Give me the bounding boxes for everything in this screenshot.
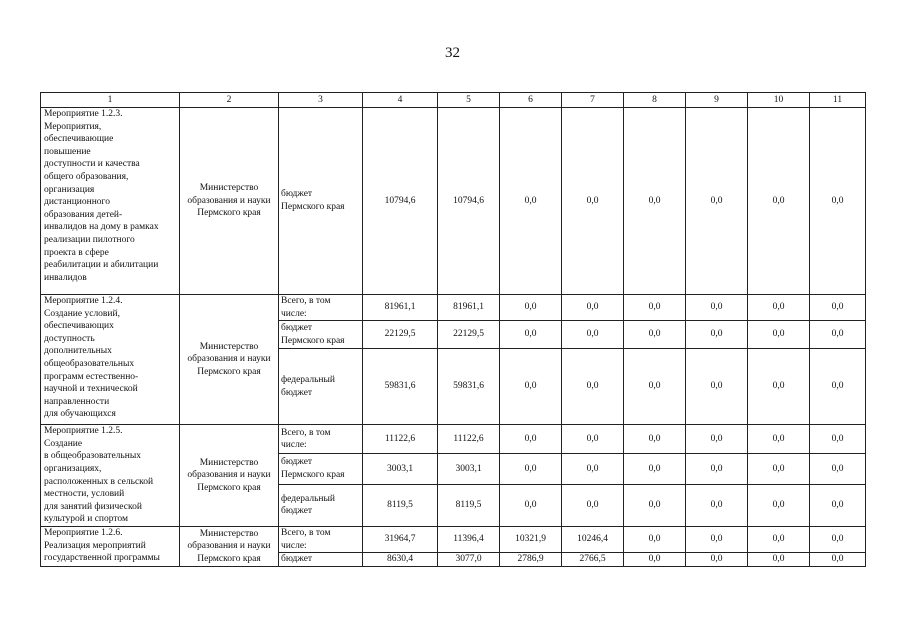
funding-source-cell xyxy=(279,425,363,454)
amount-cell: 0,0 xyxy=(810,526,866,552)
amount-cell: 0,0 xyxy=(810,484,866,526)
amount-cell: 0,0 xyxy=(624,484,686,526)
text-line: Реализация мероприятий xyxy=(44,540,146,551)
text-line: федеральный xyxy=(281,493,335,504)
amount-cell: 0,0 xyxy=(686,295,748,321)
text-line: числе: xyxy=(281,308,307,319)
text-line: дистанционного xyxy=(44,197,110,208)
activity-cell xyxy=(41,108,180,295)
text-line: общеобразовательных xyxy=(44,358,135,369)
amount-cell: 22129,5 xyxy=(363,321,438,349)
amount-cell: 0,0 xyxy=(500,295,562,321)
amount-cell: 0,0 xyxy=(748,484,810,526)
text-line: обеспечивающих xyxy=(44,321,114,332)
budget-table xyxy=(40,92,866,567)
amount-cell: 0,0 xyxy=(624,553,686,567)
amount-cell: 0,0 xyxy=(748,526,810,552)
amount-cell: 0,0 xyxy=(810,454,866,485)
text-line: бюджет xyxy=(281,457,313,468)
table-body xyxy=(41,93,866,567)
amount-cell: 0,0 xyxy=(500,349,562,425)
text-line: для обучающихся xyxy=(44,409,116,420)
text-line: организация xyxy=(44,184,95,195)
funding-source-cell xyxy=(279,349,363,425)
amount-cell: 0,0 xyxy=(686,321,748,349)
amount-cell: 22129,5 xyxy=(438,321,500,349)
text-line: Пермского края xyxy=(197,482,261,493)
amount-cell: 11396,4 xyxy=(438,526,500,552)
amount-cell: 0,0 xyxy=(624,526,686,552)
text-line: государственной программы xyxy=(44,553,160,564)
funding-source-cell xyxy=(279,526,363,552)
amount-cell: 0,0 xyxy=(562,425,624,454)
page-number: 32 xyxy=(445,45,460,61)
amount-cell: 0,0 xyxy=(686,454,748,485)
text-line: повышение xyxy=(44,146,91,157)
amount-cell: 0,0 xyxy=(686,526,748,552)
amount-cell: 0,0 xyxy=(686,108,748,295)
table-row xyxy=(41,108,866,295)
amount-cell: 10794,6 xyxy=(363,108,438,295)
text-line: научной и технической xyxy=(44,384,138,395)
text-line: доступность xyxy=(44,333,95,344)
text-line: расположенных в сельской xyxy=(44,476,154,487)
amount-cell: 11122,6 xyxy=(438,425,500,454)
amount-cell: 0,0 xyxy=(562,484,624,526)
text-line: Министерство xyxy=(199,341,259,352)
text-line: образования и науки xyxy=(187,354,271,365)
amount-cell: 0,0 xyxy=(624,295,686,321)
text-line: Мероприятие 1.2.6. xyxy=(44,527,123,538)
amount-cell: 59831,6 xyxy=(438,349,500,425)
text-line: организациях, xyxy=(44,463,102,474)
text-line: Мероприятие 1.2.3. xyxy=(44,109,123,119)
text-line: Министерство xyxy=(199,183,259,194)
executor-cell xyxy=(180,526,279,566)
amount-cell: 0,0 xyxy=(810,349,866,425)
column-number-cell: 5 xyxy=(438,93,500,108)
text-line: для занятий физической xyxy=(44,501,142,512)
funding-source-cell xyxy=(279,295,363,321)
text-line: бюджет xyxy=(281,189,313,200)
funding-source-cell xyxy=(279,484,363,526)
amount-cell: 0,0 xyxy=(624,425,686,454)
amount-cell: 0,0 xyxy=(686,553,748,567)
text-line: реализации пилотного xyxy=(44,234,135,245)
column-number-row xyxy=(41,93,866,108)
amount-cell: 0,0 xyxy=(748,108,810,295)
amount-cell: 8119,5 xyxy=(363,484,438,526)
text-line: местности, условий xyxy=(44,489,125,500)
amount-cell: 0,0 xyxy=(810,425,866,454)
amount-cell: 81961,1 xyxy=(363,295,438,321)
amount-cell: 59831,6 xyxy=(363,349,438,425)
text-line: проекта в сфере xyxy=(44,247,109,258)
text-line: бюджет xyxy=(281,323,313,334)
text-line: федеральный xyxy=(281,375,335,386)
text-line: Министерство xyxy=(199,528,259,539)
amount-cell: 0,0 xyxy=(686,349,748,425)
amount-cell: 0,0 xyxy=(810,553,866,567)
text-line: культурой и спортом xyxy=(44,514,129,525)
amount-cell: 0,0 xyxy=(810,108,866,295)
amount-cell: 0,0 xyxy=(748,425,810,454)
column-number-cell: 9 xyxy=(686,93,748,108)
column-number-cell: 7 xyxy=(562,93,624,108)
column-number-cell: 11 xyxy=(810,93,866,108)
amount-cell: 2766,5 xyxy=(562,553,624,567)
text-line: Мероприятие 1.2.4. xyxy=(44,296,123,306)
text-line: Пермского края xyxy=(197,366,261,377)
amount-cell: 0,0 xyxy=(562,295,624,321)
amount-cell: 0,0 xyxy=(562,321,624,349)
executor-cell xyxy=(180,295,279,425)
funding-source-cell xyxy=(279,321,363,349)
amount-cell: 0,0 xyxy=(748,295,810,321)
text-line: образования и науки xyxy=(187,195,271,206)
funding-source-cell xyxy=(279,553,363,567)
amount-cell: 0,0 xyxy=(748,349,810,425)
amount-cell: 0,0 xyxy=(748,553,810,567)
text-line: Создание условий, xyxy=(44,308,120,319)
text-line: реабилитации и абилитации xyxy=(44,260,159,271)
text-line: Мероприятие 1.2.5. xyxy=(44,426,123,437)
funding-source-cell xyxy=(279,108,363,295)
amount-cell: 11122,6 xyxy=(363,425,438,454)
text-line: числе: xyxy=(281,540,307,551)
column-number-cell: 2 xyxy=(180,93,279,108)
funding-source-cell xyxy=(279,454,363,485)
text-line: образования детей- xyxy=(44,209,123,220)
amount-cell: 0,0 xyxy=(562,108,624,295)
text-line: Всего, в том xyxy=(281,296,331,306)
amount-cell: 0,0 xyxy=(686,425,748,454)
text-line: в общеобразовательных xyxy=(44,451,141,462)
text-line: инвалидов xyxy=(44,272,87,283)
text-line: Мероприятия, xyxy=(44,121,102,132)
column-number-cell: 1 xyxy=(41,93,180,108)
activity-cell xyxy=(41,526,180,566)
text-line: направленности xyxy=(44,396,110,407)
amount-cell: 0,0 xyxy=(624,454,686,485)
text-line: образования и науки xyxy=(187,470,271,481)
text-line: бюджет xyxy=(281,506,313,517)
amount-cell: 3003,1 xyxy=(363,454,438,485)
amount-cell: 10794,6 xyxy=(438,108,500,295)
amount-cell: 0,0 xyxy=(500,484,562,526)
amount-cell: 0,0 xyxy=(686,484,748,526)
amount-cell: 0,0 xyxy=(500,425,562,454)
text-line: бюджет xyxy=(281,554,313,565)
text-line: Пермского края xyxy=(281,470,345,481)
amount-cell: 81961,1 xyxy=(438,295,500,321)
amount-cell: 0,0 xyxy=(748,321,810,349)
text-line: доступности и качества xyxy=(44,159,140,170)
text-line: Министерство xyxy=(199,457,259,468)
text-line: обеспечивающие xyxy=(44,134,114,145)
table-row xyxy=(41,425,866,454)
table-row xyxy=(41,295,866,321)
text-line: Пермского края xyxy=(197,553,261,564)
amount-cell: 0,0 xyxy=(810,321,866,349)
column-number-cell: 6 xyxy=(500,93,562,108)
amount-cell: 0,0 xyxy=(562,349,624,425)
amount-cell: 0,0 xyxy=(810,295,866,321)
column-number-cell: 10 xyxy=(748,93,810,108)
amount-cell: 0,0 xyxy=(500,454,562,485)
text-line: образования и науки xyxy=(187,541,271,552)
text-line: общего образования, xyxy=(44,171,129,182)
text-line: Пермского края xyxy=(197,208,261,219)
amount-cell: 3077,0 xyxy=(438,553,500,567)
amount-cell: 0,0 xyxy=(624,349,686,425)
text-line: Пермского края xyxy=(281,335,345,346)
amount-cell: 0,0 xyxy=(624,108,686,295)
column-number-cell: 8 xyxy=(624,93,686,108)
amount-cell: 0,0 xyxy=(500,321,562,349)
text-line: Создание xyxy=(44,438,83,449)
amount-cell: 8630,4 xyxy=(363,553,438,567)
text-line: Всего, в том xyxy=(281,427,331,438)
text-line: программ естественно- xyxy=(44,371,139,382)
amount-cell: 3003,1 xyxy=(438,454,500,485)
executor-cell xyxy=(180,425,279,527)
table-row xyxy=(41,526,866,552)
text-line: инвалидов на дому в рамках xyxy=(44,222,159,233)
text-line: Пермского края xyxy=(281,202,345,212)
activity-cell xyxy=(41,425,180,527)
amount-cell: 10246,4 xyxy=(562,526,624,552)
amount-cell: 10321,9 xyxy=(500,526,562,552)
text-line: дополнительных xyxy=(44,346,112,357)
amount-cell: 0,0 xyxy=(624,321,686,349)
amount-cell: 0,0 xyxy=(748,454,810,485)
text-line: бюджет xyxy=(281,387,313,398)
amount-cell: 0,0 xyxy=(562,454,624,485)
amount-cell: 8119,5 xyxy=(438,484,500,526)
amount-cell: 31964,7 xyxy=(363,526,438,552)
amount-cell: 2786,9 xyxy=(500,553,562,567)
column-number-cell: 4 xyxy=(363,93,438,108)
activity-cell xyxy=(41,295,180,425)
column-number-cell: 3 xyxy=(279,93,363,108)
executor-cell xyxy=(180,108,279,295)
amount-cell: 0,0 xyxy=(500,108,562,295)
text-line: Всего, в том xyxy=(281,527,331,538)
text-line: числе: xyxy=(281,440,307,451)
